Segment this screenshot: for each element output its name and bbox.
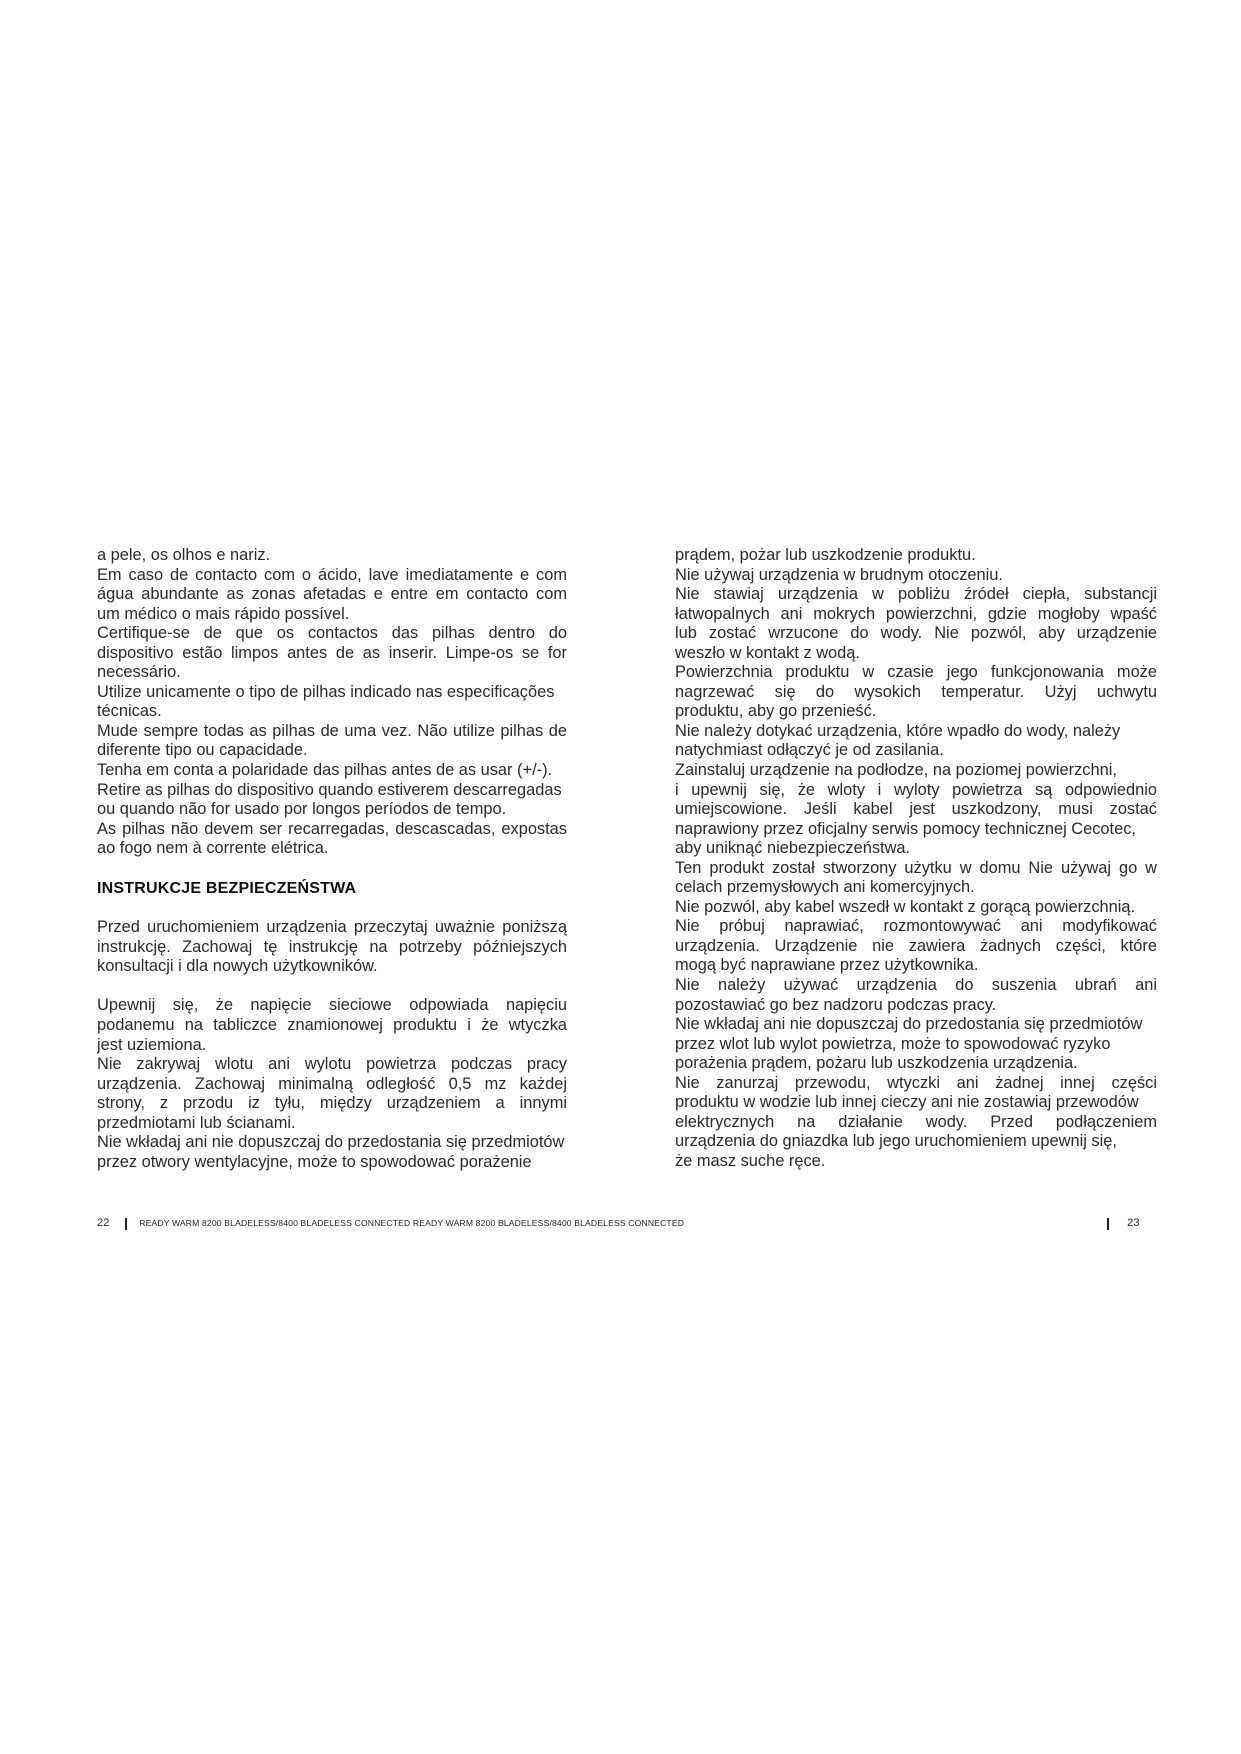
footer-divider-right: [1107, 1218, 1109, 1230]
text-line: prądem, pożar lub uszkodzenie produktu.: [675, 546, 976, 564]
text-line: água abundante as zonas afetadas e entre em contacto com: [97, 585, 567, 604]
text-line: Utilize unicamente o tipo de pilhas indicado nas especificações: [97, 682, 555, 701]
left-paragraph-batteries: [97, 546, 567, 859]
text-line: przez wlot lub wylot powietrza, może to spowodować ryzyko: [675, 1034, 1111, 1053]
text-line: urządzenia. Urządzenie nie zawiera żadnych części, które: [675, 936, 1157, 955]
text-line: Nie należy dotykać urządzenia, które wpadło do wody, należy: [675, 721, 1121, 740]
text-line: As pilhas não devem ser recarregadas, descascadas, expostas: [97, 819, 567, 838]
text-line: lub zostać wrzucone do wody. Nie pozwól, aby urządzenie: [675, 624, 1157, 643]
text-line: Nie wkładaj ani nie dopuszczaj do przedostania się przedmiotów: [675, 1015, 1143, 1034]
right-paragraph-safety: [675, 546, 1157, 1172]
text-line: nagrzewać się do wysokich temperatur. Użyj uchwytu: [675, 682, 1157, 701]
page-number-left: 22: [97, 1217, 110, 1229]
section-heading: INSTRUKCJE BEZPIECZEŃSTWA: [97, 879, 357, 897]
text-line: Ten produkt został stworzony użytku w domu Nie używaj go w: [675, 858, 1157, 877]
text-line: Nie należy używać urządzenia do suszenia ubrań ani: [675, 976, 1157, 995]
text-line: urządzenia. Zachowaj minimalną odległość 0,5 mz każdej: [97, 1074, 567, 1093]
page-number-right: 23: [1127, 1217, 1140, 1229]
text-line: instrukcję. Zachowaj tę instrukcję na potrzeby późniejszych: [97, 937, 567, 956]
text-line: Nie zanurzaj przewodu, wtyczki ani żadnej innej części: [675, 1073, 1157, 1092]
text-line: necessário.: [97, 663, 181, 682]
footer-right: [1107, 1217, 1140, 1230]
text-line: Tenha em conta a polaridade das pilhas antes de as usar (+/-).: [97, 761, 553, 780]
text-line: Mude sempre todas as pilhas de uma vez. Não utilize pilhas de: [97, 721, 567, 740]
text-line: pozostawiać go bez nadzoru podczas pracy.: [675, 995, 997, 1014]
text-line: strony, z przodu iz tyłu, między urządzeniem a innymi: [97, 1094, 567, 1113]
text-line: ou quando não for usado por longos períodos de tempo.: [97, 800, 507, 819]
text-line: Przed uruchomieniem urządzenia przeczytaj uważnie poniższą: [97, 918, 567, 937]
text-line: celach przemysłowych ani komercyjnych.: [675, 878, 975, 897]
text-line: Nie próbuj naprawiać, rozmontowywać ani modyfikować: [675, 917, 1157, 936]
text-line: podanemu na tabliczce znamionowej produktu i że wtyczka: [97, 1016, 567, 1035]
left-column: [97, 546, 567, 1172]
text-line: łatwopalnych ani mokrych powierzchni, gdzie mogłoby wpaść: [675, 604, 1157, 623]
text-line: Upewnij się, że napięcie sieciowe odpowiada napięciu: [97, 996, 567, 1015]
text-line: produktu, aby go przenieść.: [675, 702, 877, 721]
left-paragraph-safety: [97, 996, 567, 1172]
text-line: aby uniknąć niebezpieczeństwa.: [675, 839, 911, 858]
text-line: a pele, os olhos e nariz.: [97, 546, 271, 564]
footer-divider-left: [125, 1218, 127, 1230]
text-line: umiejscowione. Jeśli kabel jest uszkodzony, musi zostać: [675, 800, 1157, 819]
text-line: Nie pozwól, aby kabel wszedł w kontakt z gorącą powierzchnią.: [675, 897, 1136, 916]
text-line: Powierzchnia produktu w czasie jego funkcjonowania może: [675, 663, 1157, 682]
text-line: diferente tipo ou capacidade.: [97, 741, 308, 760]
text-line: naprawiony przez oficjalny serwis pomocy technicznej Cecotec,: [675, 819, 1136, 838]
text-line: Zainstaluj urządzenie na podłodze, na poziomej powierzchni,: [675, 761, 1117, 780]
running-title: READY WARM 8200 BLADELESS/8400 BLADELESS CONNECTED READY WARM 8200 BLADELESS/8400 BLADELESS CONNECTED: [139, 1218, 685, 1228]
text-line: Nie wkładaj ani nie dopuszczaj do przedostania się przedmiotów: [97, 1133, 565, 1152]
text-line: przedmiotami lub ścianami.: [97, 1113, 296, 1132]
text-line: konsultacji i dla nowych użytkowników.: [97, 957, 378, 976]
text-line: Em caso de contacto com o ácido, lave imediatamente e com: [97, 565, 567, 584]
text-line: elektrycznych na działanie wody. Przed podłączeniem: [675, 1112, 1157, 1131]
text-line: ao fogo nem à corrente elétrica.: [97, 839, 329, 858]
text-line: técnicas.: [97, 702, 162, 721]
text-line: urządzenia do gniazdka lub jego uruchomieniem upewnij się,: [675, 1132, 1117, 1151]
text-line: um médico o mais rápido possível.: [97, 604, 350, 623]
text-line: i upewnij się, że wloty i wyloty powietrza są odpowiednio: [675, 780, 1157, 799]
text-line: weszło w kontakt z wodą.: [675, 643, 860, 662]
text-line: mogą być naprawiane przez użytkownika.: [675, 956, 979, 975]
text-line: jest uziemiona.: [97, 1035, 207, 1054]
text-line: produktu w wodzie lub innej cieczy ani nie zostawiaj przewodów: [675, 1093, 1139, 1112]
text-line: Certifique-se de que os contactos das pilhas dentro do: [97, 624, 567, 643]
text-line: natychmiast odłączyć je od zasilania.: [675, 741, 944, 760]
right-column: [675, 546, 1157, 1172]
text-line: porażenia prądem, pożaru lub uszkodzenia urządzenia.: [675, 1054, 1078, 1073]
text-line: że masz suche ręce.: [675, 1151, 826, 1170]
text-line: przez otwory wentylacyjne, może to spowodować porażenie: [97, 1152, 532, 1171]
text-line: Retire as pilhas do dispositivo quando estiverem descarregadas: [97, 780, 562, 799]
footer-left: [97, 1217, 684, 1230]
text-line: Nie zakrywaj wlotu ani wylotu powietrza podczas pracy: [97, 1055, 567, 1074]
text-line: Nie stawiaj urządzenia w pobliżu źródeł ciepła, substancji: [675, 585, 1157, 604]
left-paragraph-intro: [97, 918, 567, 977]
text-line: dispositivo estão limpos antes de as inserir. Limpe-os se for: [97, 643, 567, 662]
text-line: Nie używaj urządzenia w brudnym otoczeniu.: [675, 565, 1003, 584]
